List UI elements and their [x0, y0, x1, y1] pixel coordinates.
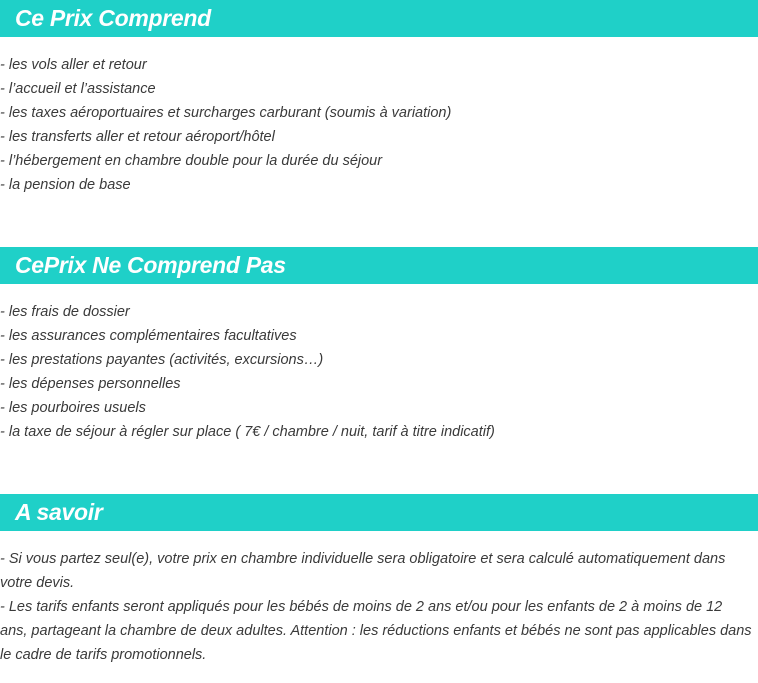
info-header: [0, 494, 758, 531]
list-item: - les taxes aéroportuaires et surcharges carburant (soumis à variation): [0, 105, 452, 121]
info-paragraph: - Si vous partez seul(e), votre prix en chambre individuelle sera obligatoire et sera calculé automatiquement dans votre devis.: [0, 551, 726, 591]
list-item: - l’accueil et l’assistance: [0, 81, 156, 97]
list-item: - les pourboires usuels: [0, 400, 146, 416]
info-title: A savoir: [15, 499, 103, 525]
list-item: - les vols aller et retour: [0, 57, 147, 73]
included-title: Ce Prix Comprend: [15, 5, 211, 31]
included-section: [0, 0, 758, 197]
included-list: [0, 53, 758, 197]
list-item: - les transferts aller et retour aéroport/hôtel: [0, 129, 275, 145]
included-header: [0, 0, 758, 37]
excluded-section: [0, 247, 758, 444]
list-item: - les prestations payantes (activités, excursions…): [0, 352, 324, 368]
list-item: - la taxe de séjour à régler sur place ( 7€ / chambre / nuit, tarif à titre indicatif): [0, 424, 495, 440]
excluded-header: [0, 247, 758, 284]
info-body: [0, 547, 752, 667]
list-item: - les frais de dossier: [0, 304, 130, 320]
excluded-list: [0, 300, 758, 444]
list-item: - la pension de base: [0, 177, 131, 193]
list-item: - les dépenses personnelles: [0, 376, 181, 392]
excluded-title: CePrix Ne Comprend Pas: [15, 252, 286, 278]
info-section: [0, 494, 758, 667]
list-item: - les assurances complémentaires facultatives: [0, 328, 297, 344]
list-item: - l’hébergement en chambre double pour la durée du séjour: [0, 153, 383, 169]
info-paragraph: - Les tarifs enfants seront appliqués pour les bébés de moins de 2 ans et/ou pour les enfants de 2 à moins de 12 ans, partageant la chambre de deux adultes. Attention : les réductions enfants et bébés ne sont pas applicables dans le cadre de tarifs promotionnels.: [0, 599, 752, 663]
